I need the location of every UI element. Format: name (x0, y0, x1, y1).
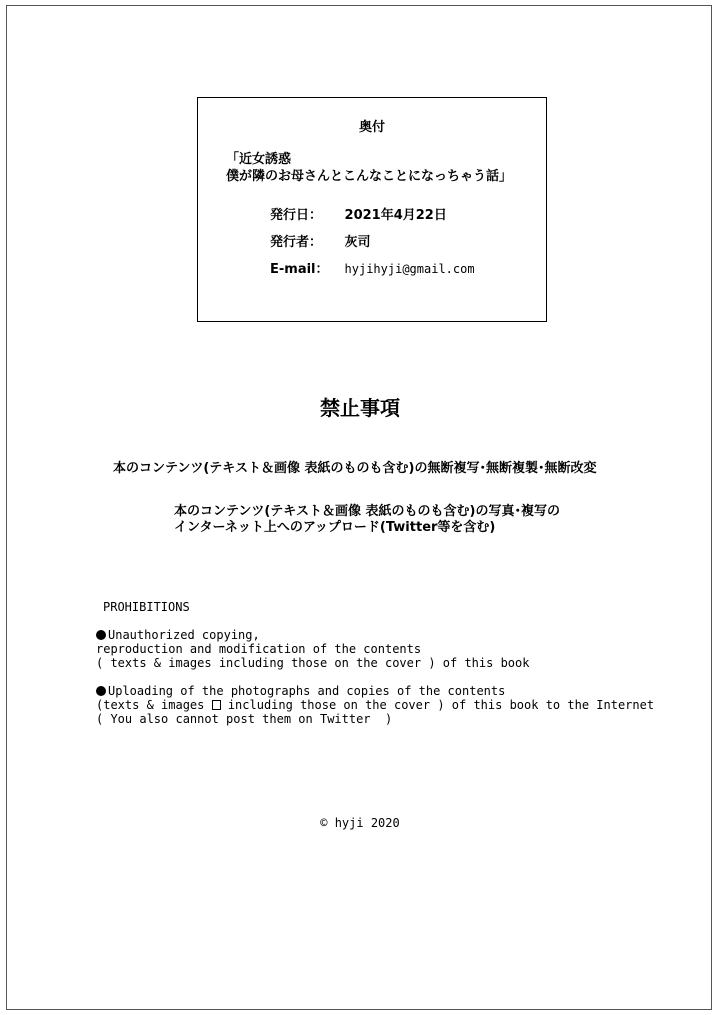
publish-date-value: 2021年4月22日 (344, 208, 447, 223)
publisher-label: 発行者： (270, 235, 323, 250)
email-label: E-mail： (270, 262, 329, 277)
publish-date-label: 発行日： (270, 208, 323, 223)
colophon-heading: 奥付 (358, 120, 385, 135)
prohibitions-heading-en: PROHIBITIONS (103, 600, 190, 614)
prohibition-en-item-2-line-3: ( You also cannot post them on Twitter ) (96, 712, 393, 726)
bullet-icon (96, 630, 106, 640)
publisher-value: 灰司 (344, 235, 371, 250)
email-row (270, 258, 475, 277)
book-title-line-2: 僕が隣のお母さんとこんなことになっちゃう話」 (226, 169, 513, 184)
prohibition-jp-item-1: 本のコンテンツ(テキスト＆画像 表紙のものも含む)の無断複写･無断複製･無断改変 (113, 461, 597, 476)
prohibition-en-item-1-text: Unauthorized copying, (108, 628, 260, 642)
publisher-row (270, 231, 371, 250)
prohibition-en-item-2-line-2 (96, 698, 654, 712)
prohibition-en-item-2-line-2-end: including those on the cover ) of this book to the Internet (220, 698, 655, 712)
bullet-icon (96, 686, 106, 696)
email-value: hyjihyji@gmail.com (344, 262, 475, 276)
prohibition-en-item-1-line-1 (96, 628, 260, 642)
prohibition-en-item-1-line-2: reproduction and modification of the contents (96, 642, 422, 656)
prohibition-jp-item-2-line-2: インターネット上へのアップロード(Twitter等を含む) (174, 520, 496, 535)
prohibition-en-item-2-line-2-start: (texts & images (96, 698, 212, 712)
prohibitions-heading-jp: 禁止事項 (320, 396, 400, 420)
colophon-box (197, 97, 547, 322)
prohibition-en-item-2-text: Uploading of the photographs and copies of the contents (108, 684, 506, 698)
missing-glyph-box-icon (212, 700, 221, 710)
copyright-notice: © hyji 2020 (320, 816, 400, 830)
prohibition-jp-item-2-line-1: 本のコンテンツ(テキスト＆画像 表紙のものも含む)の写真･複写の (174, 504, 560, 519)
book-title-line-1: 「近女誘惑 (226, 152, 292, 167)
prohibition-en-item-1-line-3: ( texts & images including those on the cover ) of this book (96, 656, 530, 670)
publish-date-row (270, 204, 447, 223)
prohibition-en-item-2-line-1 (96, 684, 505, 698)
